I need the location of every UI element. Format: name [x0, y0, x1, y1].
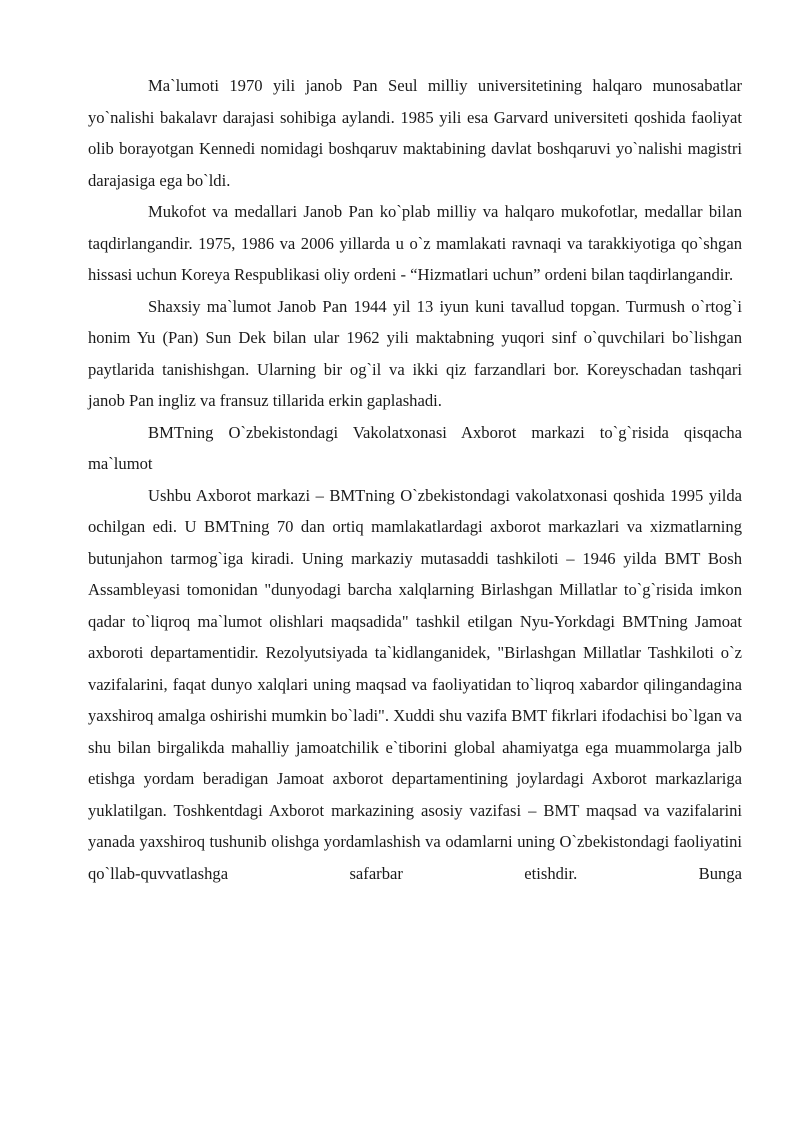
paragraph-awards: Mukofot va medallari Janob Pan ko`plab milliy va halqaro mukofotlar, medallar bilan taqdirlangandir. 1975, 1986 va 2006 yillarda u o`z mamlakati ravnaqi va tarakkiyotiga qo`shgan hissasi uchun Koreya Respublikasi oliy ordeni - “Hizmatlari uchun” ordeni bilan taqdirlangandir.: [88, 202, 742, 284]
document-body: [88, 70, 742, 889]
paragraph-personal: Shaxsiy ma`lumot Janob Pan 1944 yil 13 iyun kuni tavallud topgan. Turmush o`rtog`i honim Yu (Pan) Sun Dek bilan ular 1962 yili maktabning yuqori sinf o`quvchilari bo`lishgan paytlarida tanishishgan. Ularning bir og`il va ikki qiz farzandlari bor. Koreyschadan tashqari janob Pan ingliz va fransuz tillarida erkin gaplashadi.: [88, 296, 742, 410]
paragraph-info-center: Ushbu Axborot markazi – BMTning O`zbekistondagi vakolatxonasi qoshida 1995 yilda ochilgan edi. U BMTning 70 dan ortiq mamlakatlardagi axborot markazlari va xizmatlarning butunjahon tarmog`iga kiradi. Uning markaziy mutasaddi tashkiloti – 1946 yilda BMT Bosh Assambleyasi tomonidan "dunyodagi barcha xalqlarning Birlashgan Millatlar to`g`risida imkon qadar to`liqroq ma`lumot olishlari maqsadida" tashkil etilgan Nyu-Yorkdagi BMTning Jamoat axboroti departamentidir. Rezolyutsiyada ta`kidlanganidek, "Birlashgan Millatlar Tashkiloti o`z vazifalarini, faqat dunyo xalqlari uning maqsad va faoliyatidan to`liqroq xabardor qilingandagina yaxshiroq amalga oshirishi mumkin bo`ladi". Xuddi shu vazifa BMT fikrlari ifodachisi bo`lgan va shu bilan birgalikda mahalliy jamoatchilik e`tiborini global ahamiyatga ega muammolarga jalb etishga yordam beradigan Jamoat axborot departamentining joylardagi Axborot markazlariga yuklatilgan. Toshkentdagi Axborot markazining asosiy vazifasi – BMT maqsad va vazifalarini yanada yaxshiroq tushunib olishga yordamlashish va odamlarni uning O`zbekistondagi faoliyatini qo`llab-quvvatlashga safarbar etishdir. Bunga: [88, 485, 742, 883]
paragraph-education: Ma`lumoti 1970 yili janob Pan Seul milliy universitetining halqaro munosabatlar yo`nalishi bakalavr darajasi sohibiga aylandi. 1985 yili esa Garvard universiteti qoshida faoliyat olib borayotgan Kennedi nomidagi boshqaruv maktabining davlat boshqaruvi yo`nalishi magistri darajasiga ega bo`ldi.: [88, 76, 742, 190]
paragraph-section-heading: BMTning O`zbekistondagi Vakolatxonasi Axborot markazi to`g`risida qisqacha ma`lumot: [88, 422, 742, 473]
